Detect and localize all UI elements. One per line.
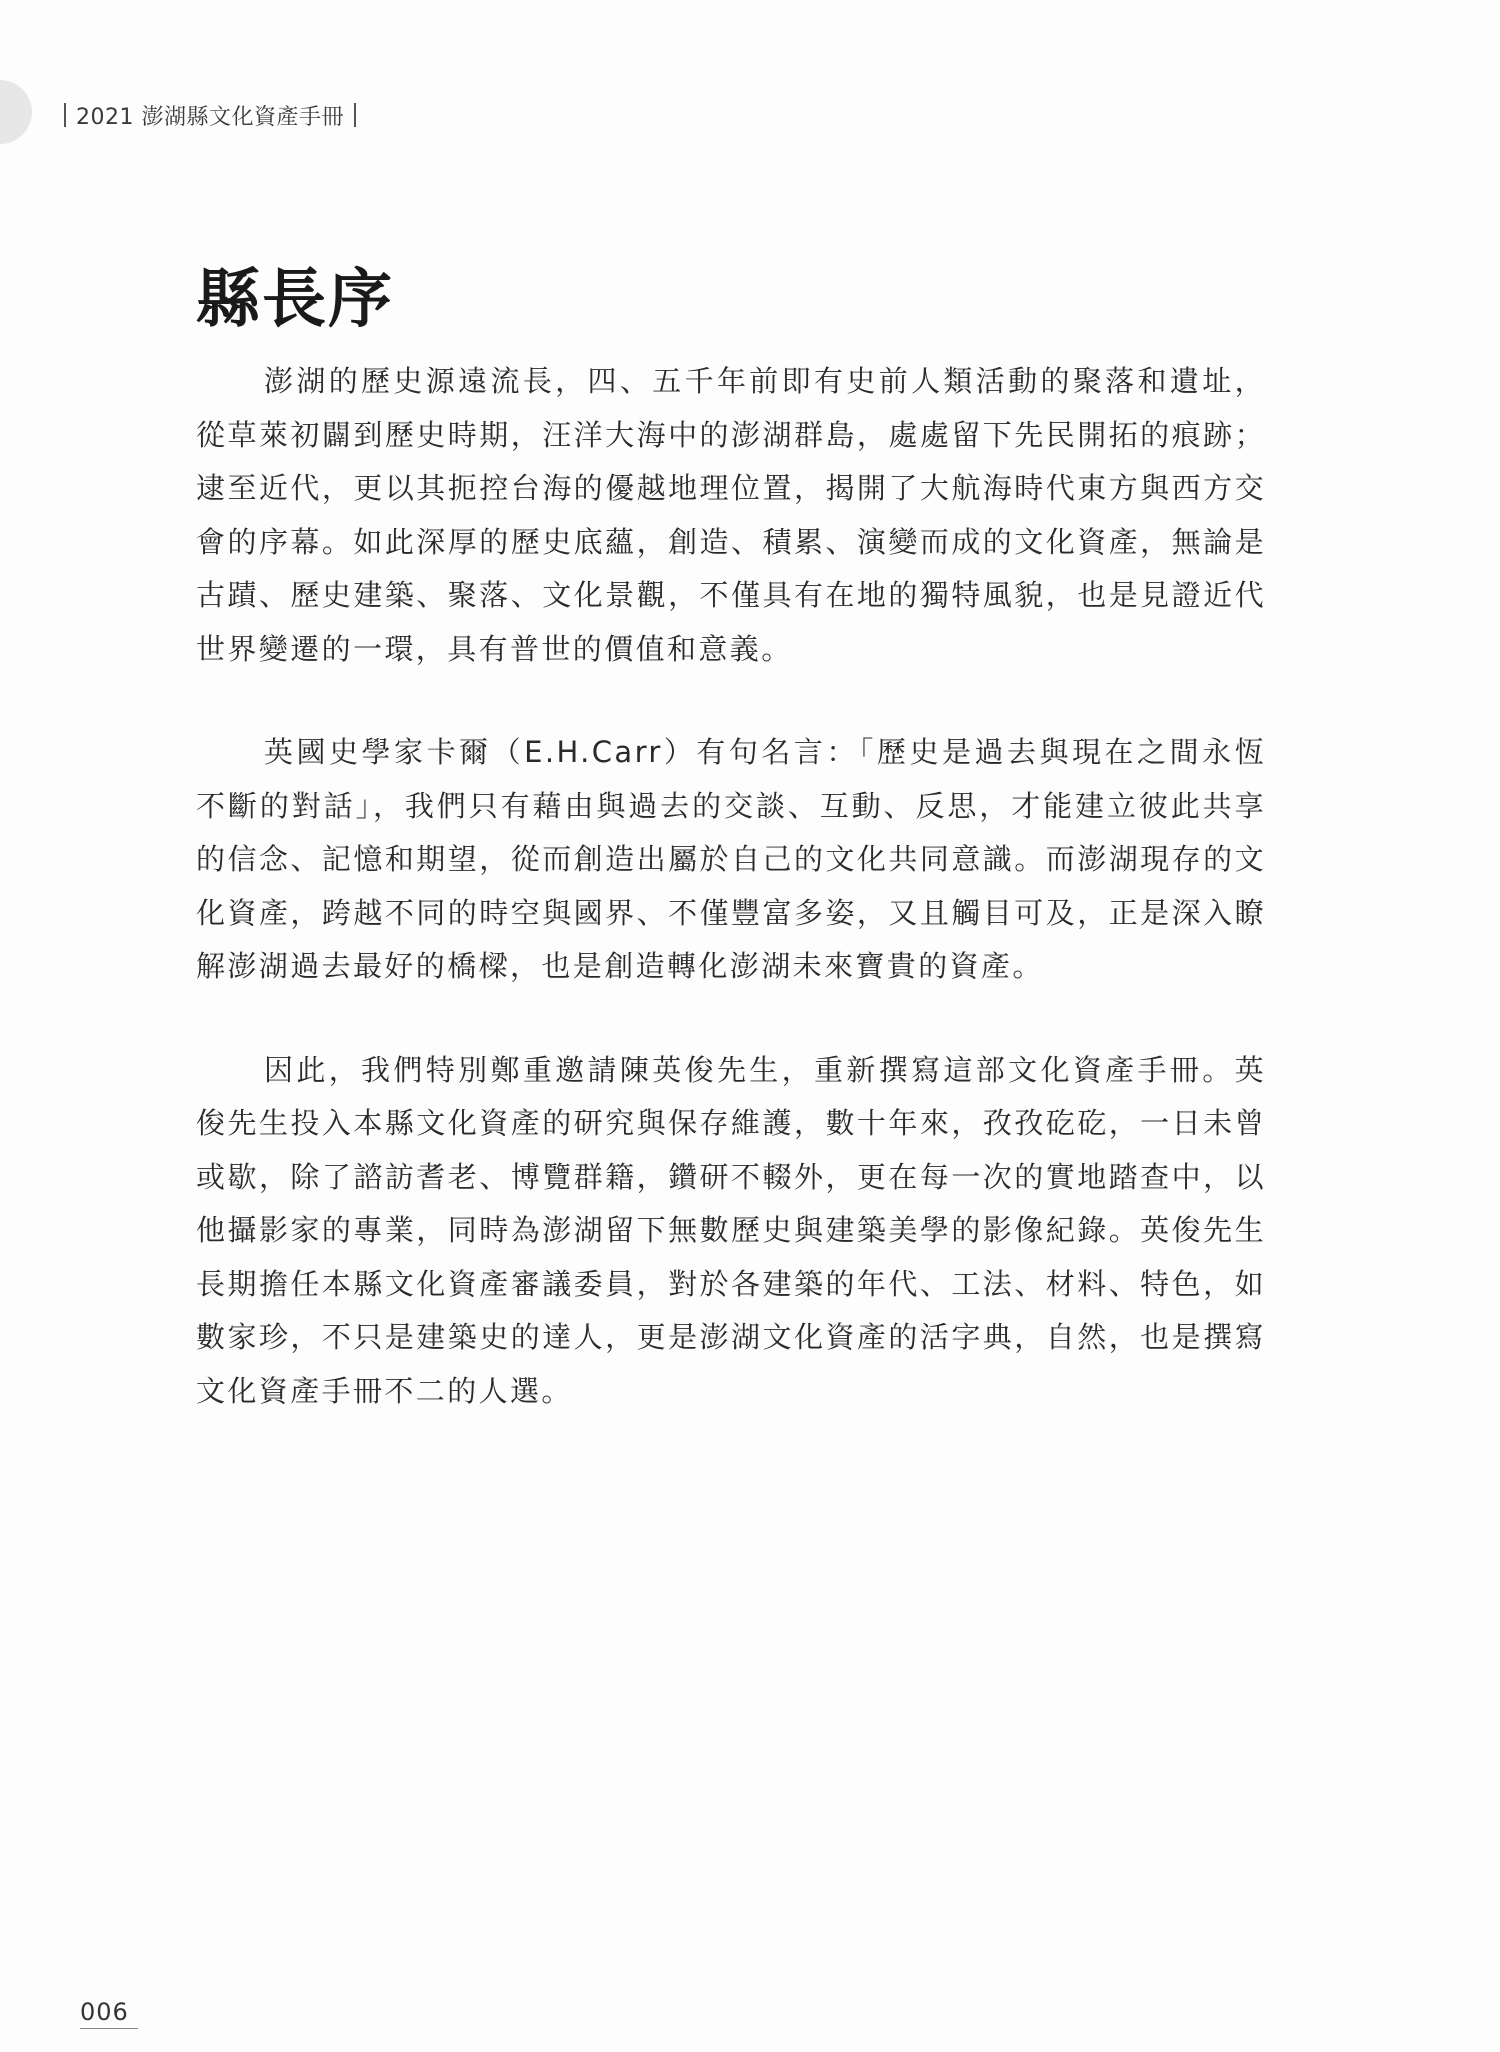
page-title: 縣長序 <box>196 262 394 337</box>
header-divider-left <box>64 103 66 127</box>
running-header <box>54 98 366 132</box>
body-text <box>196 355 1266 1468</box>
corner-tab-decoration <box>0 80 32 144</box>
paragraph-3: 因此，我們特別鄭重邀請陳英俊先生，重新撰寫這部文化資產手冊。英俊先生投入本縣文化資產的研究與保存維護，數十年來，孜孜矻矻，一日未曾或歇，除了諮訪耆老、博覽群籍，鑽研不輟外，更在每一次的實地踏查中，以他攝影家的專業，同時為澎湖留下無數歷史與建築美學的影像紀錄。英俊先生長期擔任本縣文化資產審議委員，對於各建築的年代、工法、材料、特色，如數家珍，不只是建築史的達人，更是澎湖文化資產的活字典，自然，也是撰寫文化資產手冊不二的人選。 <box>196 1052 1266 1408</box>
header-divider-right <box>354 103 356 127</box>
running-header-title: 2021 澎湖縣文化資產手冊 <box>76 104 344 130</box>
page-number: 006 <box>80 1998 138 2029</box>
paragraph-1: 澎湖的歷史源遠流長，四、五千年前即有史前人類活動的聚落和遺址，從草萊初闢到歷史時期，汪洋大海中的澎湖群島，處處留下先民開拓的痕跡；逮至近代，更以其扼控台海的優越地理位置，揭開了大航海時代東方與西方交會的序幕。如此深厚的歷史底蘊，創造、積累、演變而成的文化資產，無論是古蹟、歷史建築、聚落、文化景觀，不僅具有在地的獨特風貌，也是見證近代世界變遷的一環，具有普世的價值和意義。 <box>196 364 1266 666</box>
paragraph-2: 英國史學家卡爾（E.H.Carr）有句名言：「歷史是過去與現在之間永恆不斷的對話」，我們只有藉由與過去的交談、互動、反思，才能建立彼此共享的信念、記憶和期望，從而創造出屬於自己的文化共同意識。而澎湖現存的文化資產，跨越不同的時空與國界、不僅豐富多姿，又且觸目可及，正是深入瞭解澎湖過去最好的橋樑，也是創造轉化澎湖未來寶貴的資產。 <box>196 735 1266 983</box>
